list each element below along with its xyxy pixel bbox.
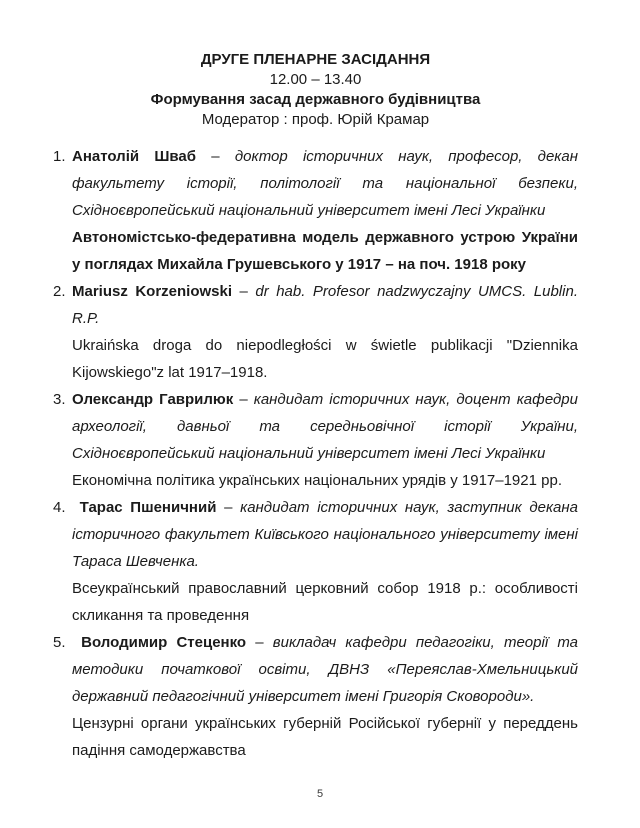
speaker-affiliation: кандидат історичних наук, заступник декана історичного факультет Київського національного університету імені Тараса Шевченка. <box>72 499 578 570</box>
speaker-item-5 <box>53 629 578 764</box>
speaker-list <box>53 143 578 764</box>
speaker-item-3 <box>53 386 578 494</box>
speaker-name: Тарас Пшеничний <box>72 499 217 516</box>
speaker-name: Mariusz Korzeniowski <box>72 283 233 300</box>
dash-separator: – <box>216 499 241 516</box>
dash-separator: – <box>196 148 235 165</box>
item-number: 4. <box>53 499 66 516</box>
dash-separator: – <box>232 283 256 300</box>
paper-title: Економічна політика українських національних урядів у 1917–1921 рр. <box>72 472 562 489</box>
paper-title: Автономістсько-федеративна модель державного устрою України у поглядах Михайла Грушевського у 1917 – на поч. 1918 року <box>72 229 578 273</box>
speaker-name: Володимир Стеценко <box>72 634 247 651</box>
speaker-affiliation: доктор історичних наук, професор, декан факультету історії, політології та національної безпеки, Східноєвропейський національний університет імені Лесі Українки <box>72 148 578 219</box>
speaker-affiliation: dr hab. Profesor nadzwyczajny UMCS. Lublin. R.P. <box>72 283 578 327</box>
speaker-item-1 <box>53 143 578 278</box>
speaker-name: Олександр Гаврилюк <box>72 391 234 408</box>
dash-separator: – <box>246 634 273 651</box>
speaker-item-2 <box>53 278 578 386</box>
speaker-intro <box>72 494 578 575</box>
speaker-intro <box>72 386 578 467</box>
item-number: 1. <box>53 148 66 165</box>
page-number: 5 <box>316 788 324 800</box>
session-topic: Формування засад державного будівництва <box>150 91 481 108</box>
speaker-intro <box>72 143 578 224</box>
item-number: 5. <box>53 634 66 651</box>
page-footer <box>0 788 640 800</box>
speaker-affiliation: викладач кафедри педагогіки, теорії та методики початкової освіти, ДВНЗ «Переяслав-Хмельницький державний педагогічний університет імені Григорія Сковороди». <box>72 634 578 705</box>
speaker-name: Анатолій Шваб <box>72 148 197 165</box>
paper-title: Ukraińska droga do niepodległości w świetle publikacji "Dziennika Kijowskiego"z lat 1917–1918. <box>72 337 578 381</box>
session-header <box>53 50 578 130</box>
speaker-intro <box>72 278 578 332</box>
session-moderator: Модератор : проф. Юрій Крамар <box>201 111 430 128</box>
item-number: 3. <box>53 391 66 408</box>
speaker-affiliation: кандидат історичних наук, доцент кафедри археології, давньої та середньовічної історії України, Східноєвропейський національний університет імені Лесі Українки <box>72 391 578 462</box>
speaker-item-4 <box>53 494 578 629</box>
item-number: 2. <box>53 283 66 300</box>
speaker-intro <box>72 629 578 710</box>
session-title: ДРУГЕ ПЛЕНАРНЕ ЗАСІДАННЯ <box>200 51 431 68</box>
paper-title: Всеукраїнський православний церковний собор 1918 р.: особливості скликання та проведення <box>72 580 578 624</box>
session-time: 12.00 – 13.40 <box>269 71 362 88</box>
dash-separator: – <box>233 391 254 408</box>
paper-title: Цензурні органи українських губерній Російської губернії у переддень падіння самодержавства <box>72 715 578 759</box>
